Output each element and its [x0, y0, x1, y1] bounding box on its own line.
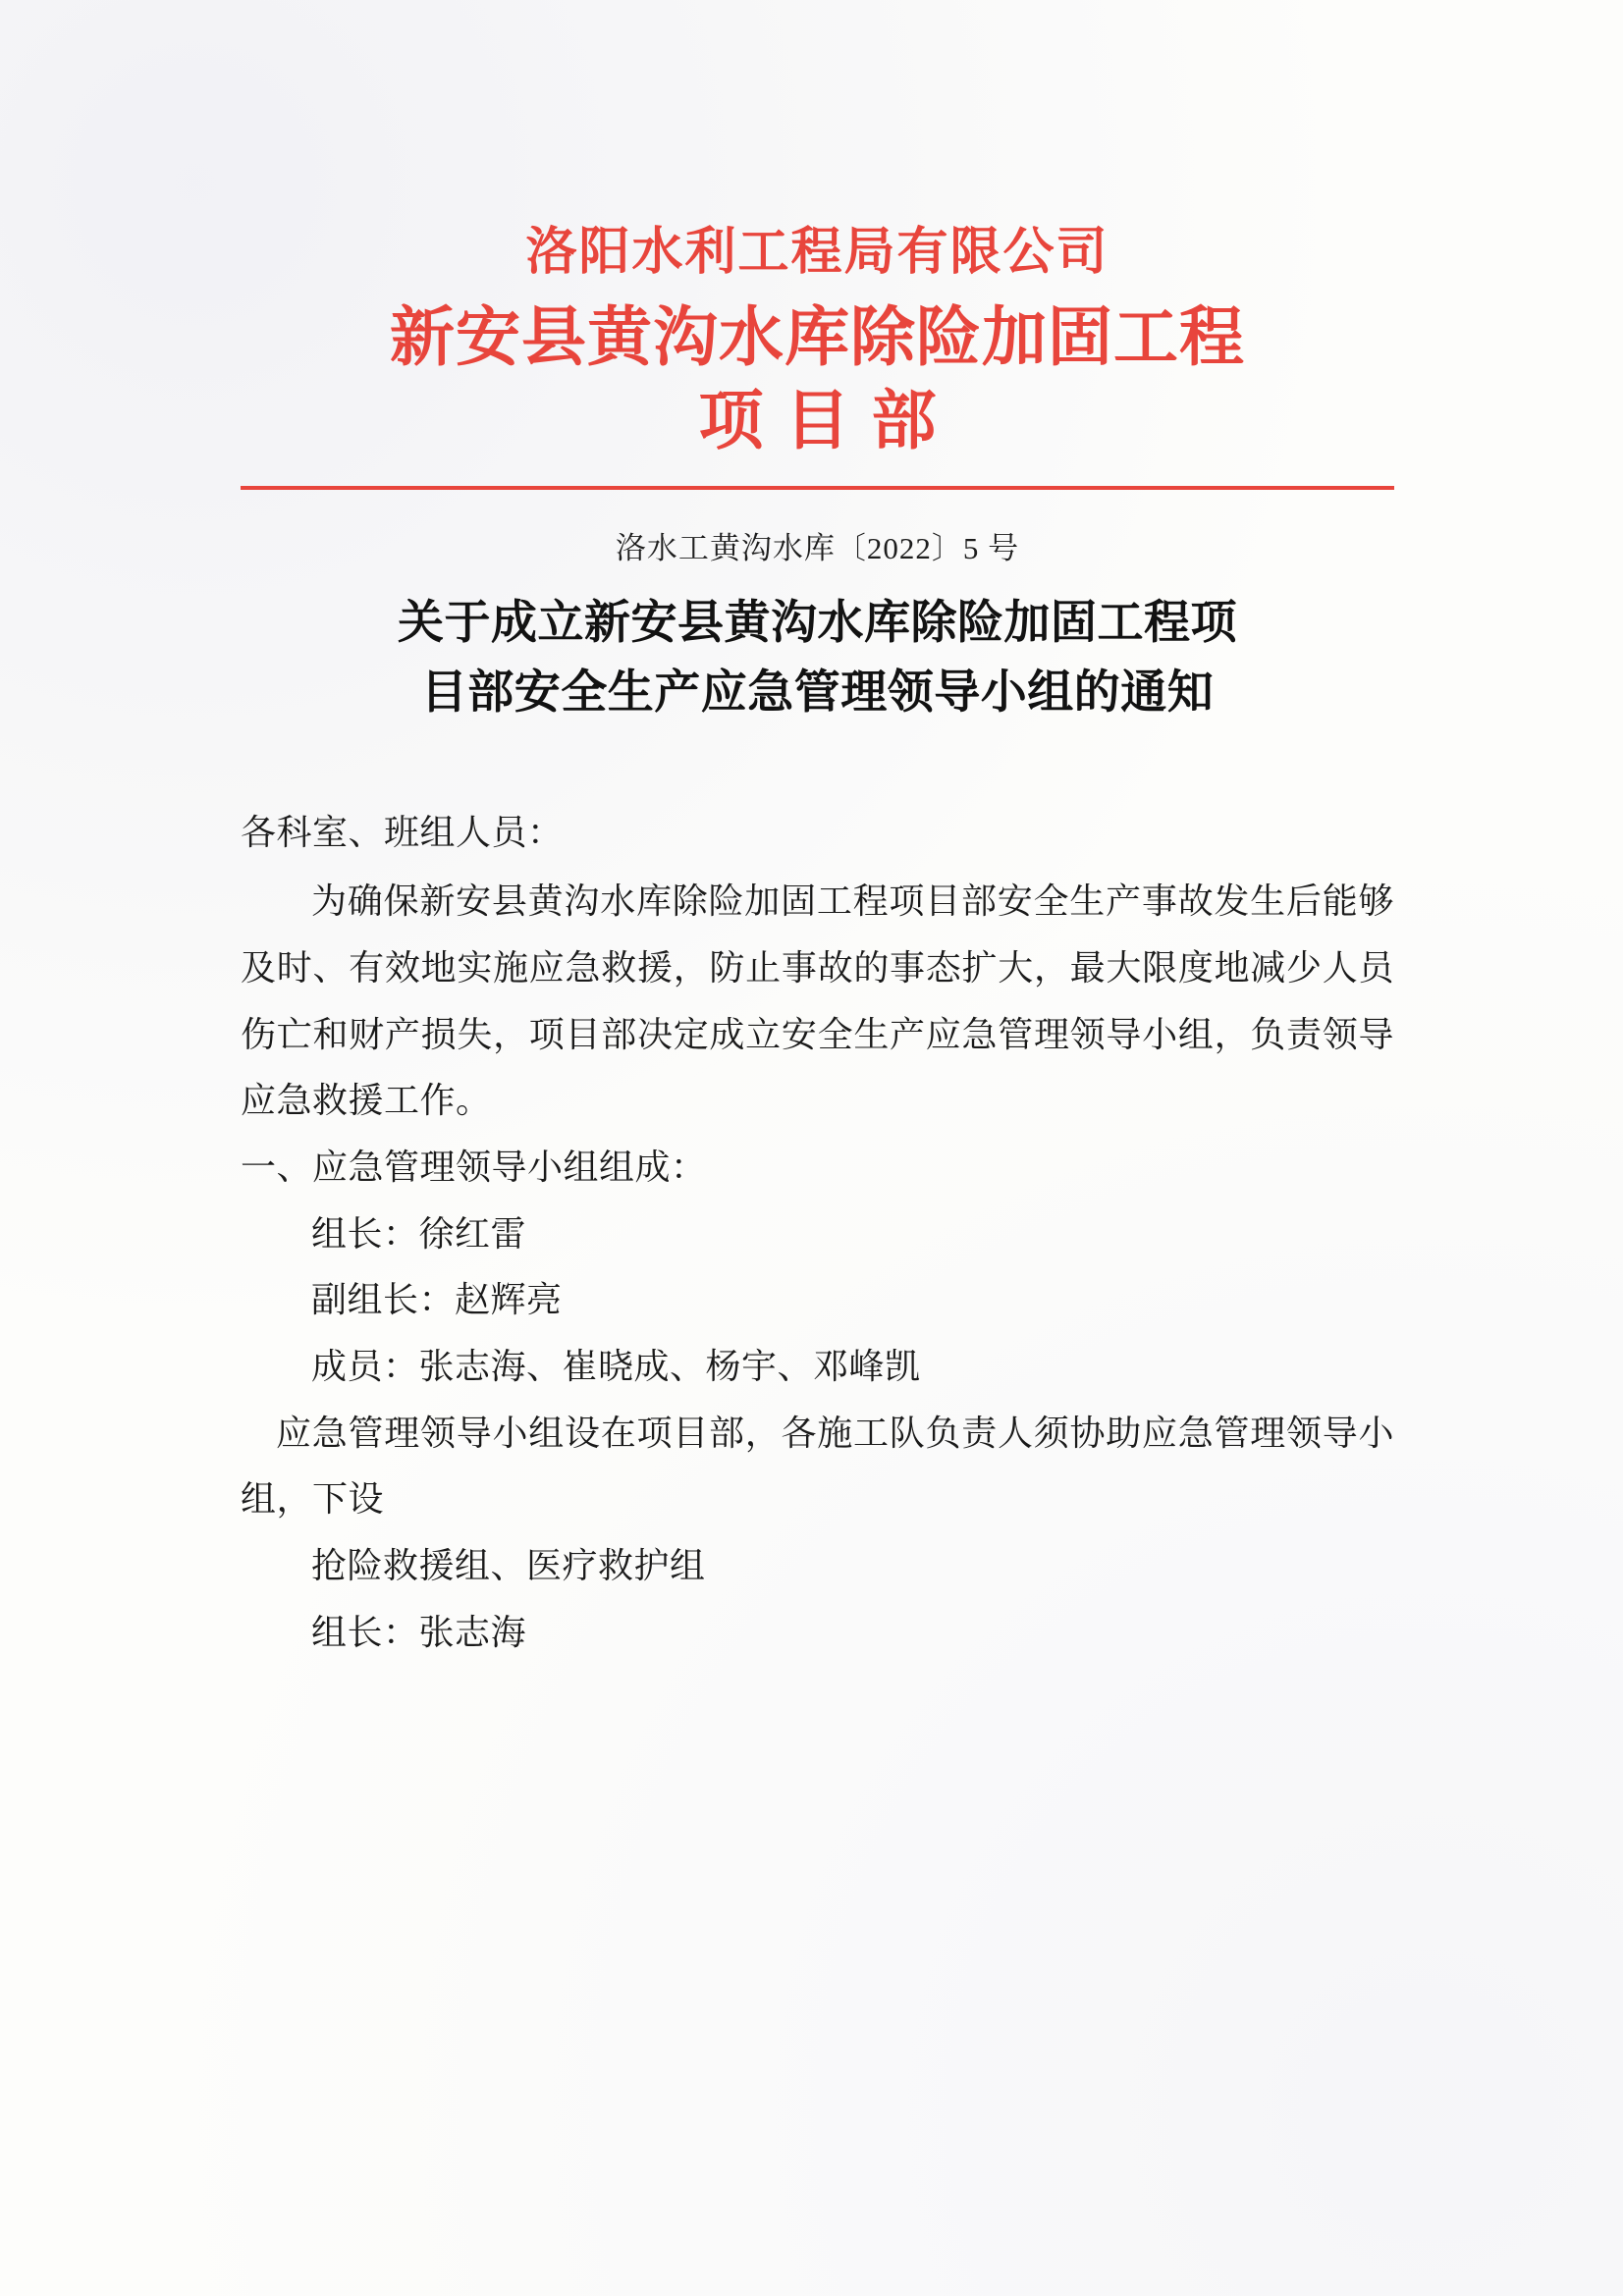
document-number: 洛水工黄沟水库〔2022〕5 号 [615, 531, 1020, 566]
subgroups-list: 抢险救援组、医疗救护组 [311, 1545, 706, 1585]
document-title [241, 589, 1394, 727]
document-content [241, 0, 1394, 1666]
group-deputy-leader: 副组长：赵辉亮 [311, 1280, 563, 1320]
body-paragraph-2: 应急管理领导小组设在项目部，各施工队负责人须协助应急管理领导小组，下设 [241, 1413, 1394, 1520]
letterhead-divider [241, 486, 1394, 490]
letterhead [241, 0, 1394, 490]
letterhead-department-name: 项目部 [698, 386, 958, 458]
document-body [241, 800, 1394, 1666]
section-heading-1: 一、应急管理领导小组组成： [241, 1147, 707, 1187]
letterhead-company-name: 洛阳水利工程局有限公司 [525, 225, 1109, 281]
document-title-line-1: 关于成立新安县黄沟水库除险加固工程项 [398, 596, 1237, 651]
body-paragraph-1: 为确保新安县黄沟水库除险加固工程项目部安全生产事故发生后能够及时、有效地实施应急救援，防止事故的事态扩大，最大限度地减少人员伤亡和财产损失，项目部决定成立安全生产应急管理领导小组，负责领导应急救援工作。 [241, 881, 1394, 1121]
group-members: 成员：张志海、崔晓成、杨宇、邓峰凯 [311, 1346, 921, 1386]
letterhead-project-name: 新安县黄沟水库除险加固工程 [390, 301, 1245, 374]
subgroup-leader: 组长：张志海 [311, 1612, 527, 1652]
document-title-line-2: 目部安全生产应急管理领导小组的通知 [420, 665, 1215, 720]
salutation: 各科室、班组人员： [241, 813, 564, 853]
group-leader: 组长：徐红雷 [311, 1213, 527, 1254]
